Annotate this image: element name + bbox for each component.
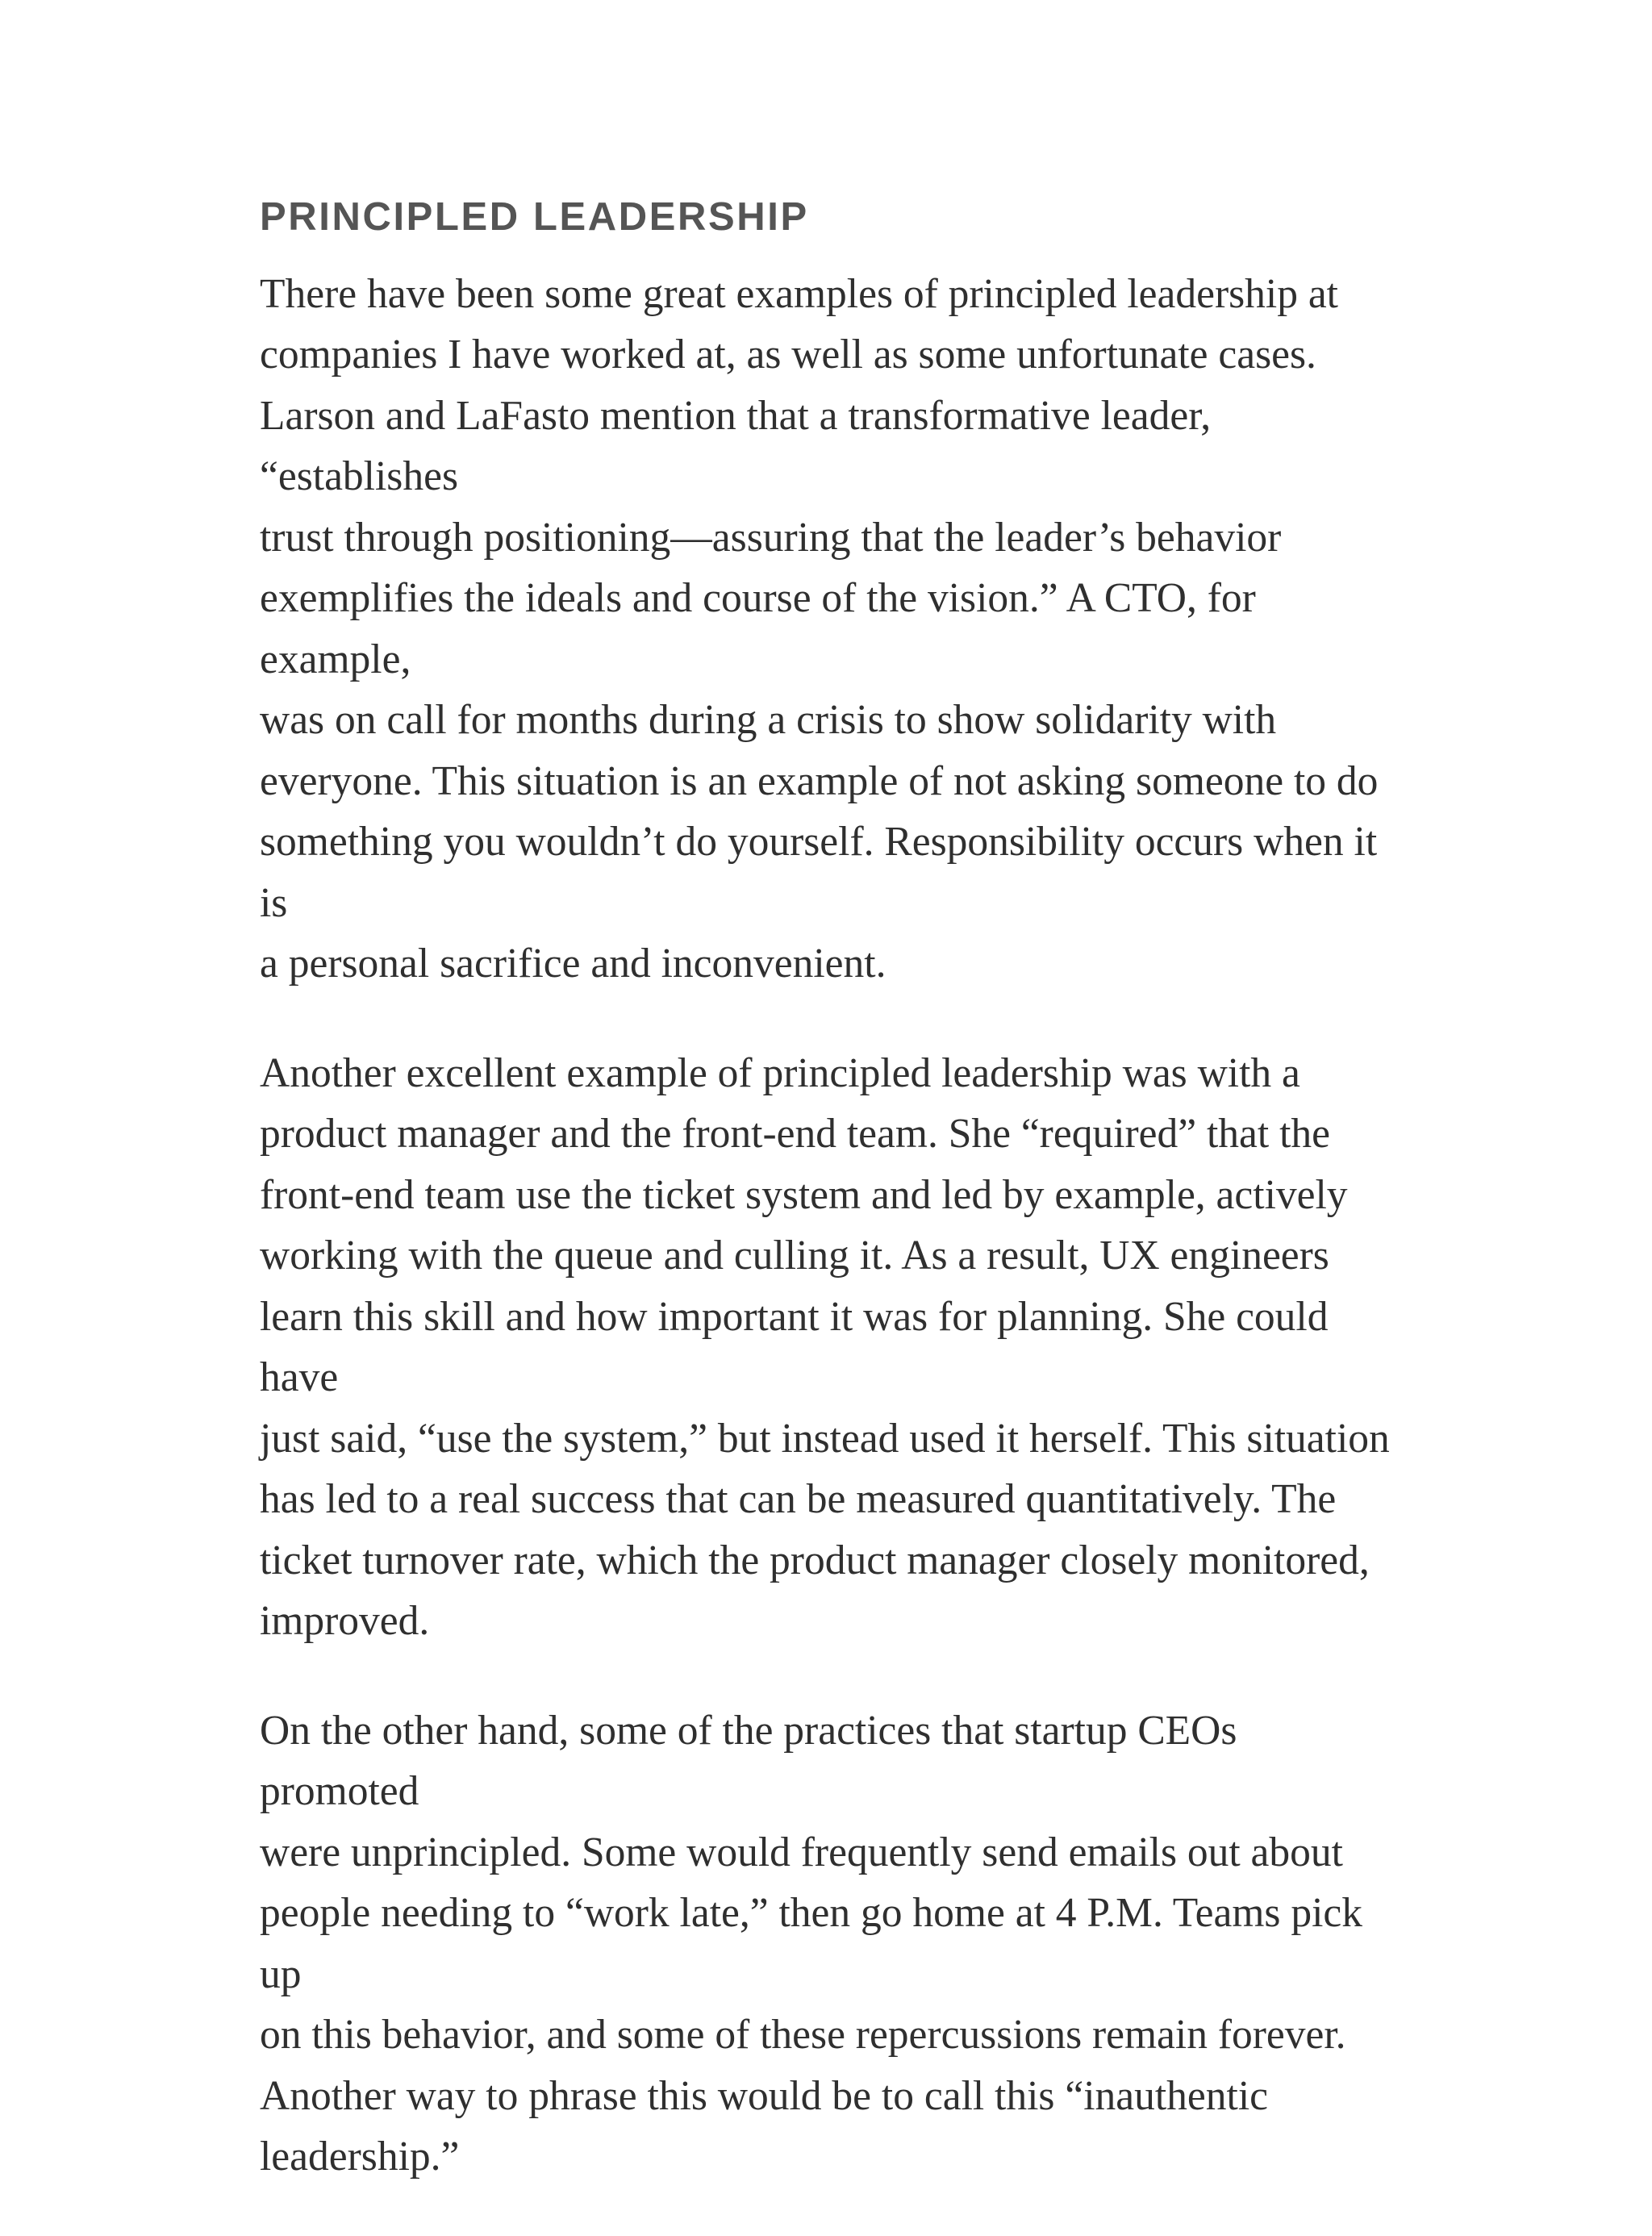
body-text — [260, 264, 1405, 2188]
text-line: working with the queue and culling it. As a result, UX engineers — [260, 1233, 1329, 1279]
text-line: everyone. This situation is an example of not asking someone to do — [260, 757, 1379, 804]
text-line: leadership.” — [260, 2134, 460, 2180]
document-page — [260, 194, 1405, 2236]
text-line: ticket turnover rate, which the product manager closely monitored, — [260, 1537, 1370, 1583]
text-line: people needing to “work late,” then go home at 4 P.M. Teams pick up — [260, 1890, 1363, 1997]
text-line: improved. — [260, 1598, 430, 1645]
text-line: just said, “use the system,” but instead used it herself. This situation — [260, 1415, 1390, 1462]
text-line: were unprincipled. Some would frequently send emails out about — [260, 1829, 1343, 1875]
text-line: learn this skill and how important it was for planning. She could have — [260, 1293, 1329, 1401]
text-line: companies I have worked at, as well as some unfortunate cases. — [260, 332, 1316, 378]
text-line: On the other hand, some of the practices that startup CEOs promoted — [260, 1707, 1237, 1815]
text-line: on this behavior, and some of these repercussions remain forever. — [260, 2012, 1346, 2059]
text-line: was on call for months during a crisis to show solidarity with — [260, 697, 1277, 744]
text-line: Larson and LaFasto mention that a transformative leader, “establishes — [260, 392, 1212, 500]
text-line: exemplifies the ideals and course of the vision.” A CTO, for example, — [260, 575, 1256, 682]
section-heading: PRINCIPLED LEADERSHIP — [260, 195, 809, 239]
text-line: front-end team use the ticket system and led by example, actively — [260, 1171, 1348, 1218]
text-line: Another excellent example of principled leadership was with a — [260, 1049, 1300, 1096]
text-line: There have been some great examples of principled leadership at — [260, 270, 1338, 317]
text-line: has led to a real success that can be measured quantitatively. The — [260, 1476, 1337, 1523]
paragraph — [260, 1700, 1405, 2188]
text-line: trust through positioning—assuring that the leader’s behavior — [260, 514, 1282, 561]
text-line: product manager and the front-end team. She “required” that the — [260, 1111, 1331, 1158]
text-line: something you wouldn’t do yourself. Responsibility occurs when it is — [260, 819, 1378, 926]
paragraph — [260, 1043, 1405, 1652]
paragraph — [260, 264, 1405, 995]
text-line: a personal sacrifice and inconvenient. — [260, 941, 886, 987]
text-line: Another way to phrase this would be to call this “inauthentic — [260, 2072, 1269, 2119]
